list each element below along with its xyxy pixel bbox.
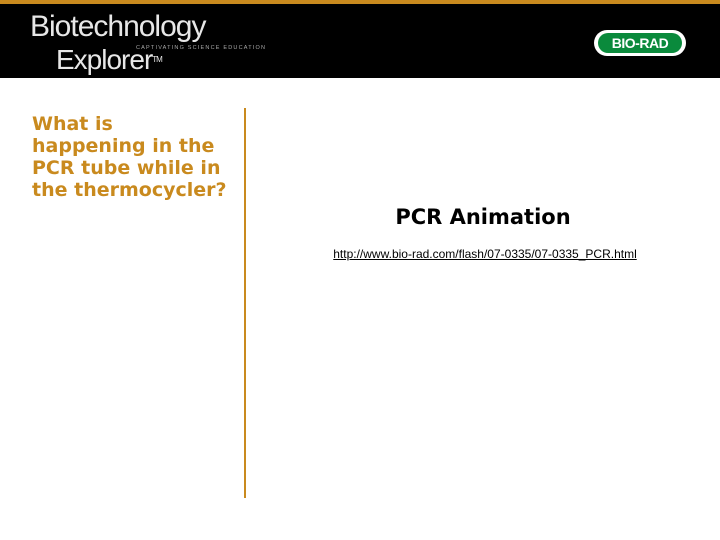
logo-line2 [56,46,162,74]
logo-line2-text: Explorer [56,44,153,75]
biorad-logo-text: BIO-RAD [598,33,682,53]
header-bar [0,0,720,78]
logo-line1: Biotechnology [30,10,206,43]
question-text: What is happening in the PCR tube while in the thermocycler? [32,113,227,201]
logo-tagline: CAPTIVATING SCIENCE EDUCATION [136,45,267,51]
biotechnology-explorer-logo [30,10,267,75]
header-accent-strip [0,0,720,4]
biorad-logo [594,30,686,56]
animation-title: PCR Animation [395,205,571,229]
logo-trademark: TM [152,55,162,64]
vertical-divider [244,108,246,498]
animation-link[interactable]: http://www.bio-rad.com/flash/07-0335/07-0335_PCR.html [333,247,637,261]
